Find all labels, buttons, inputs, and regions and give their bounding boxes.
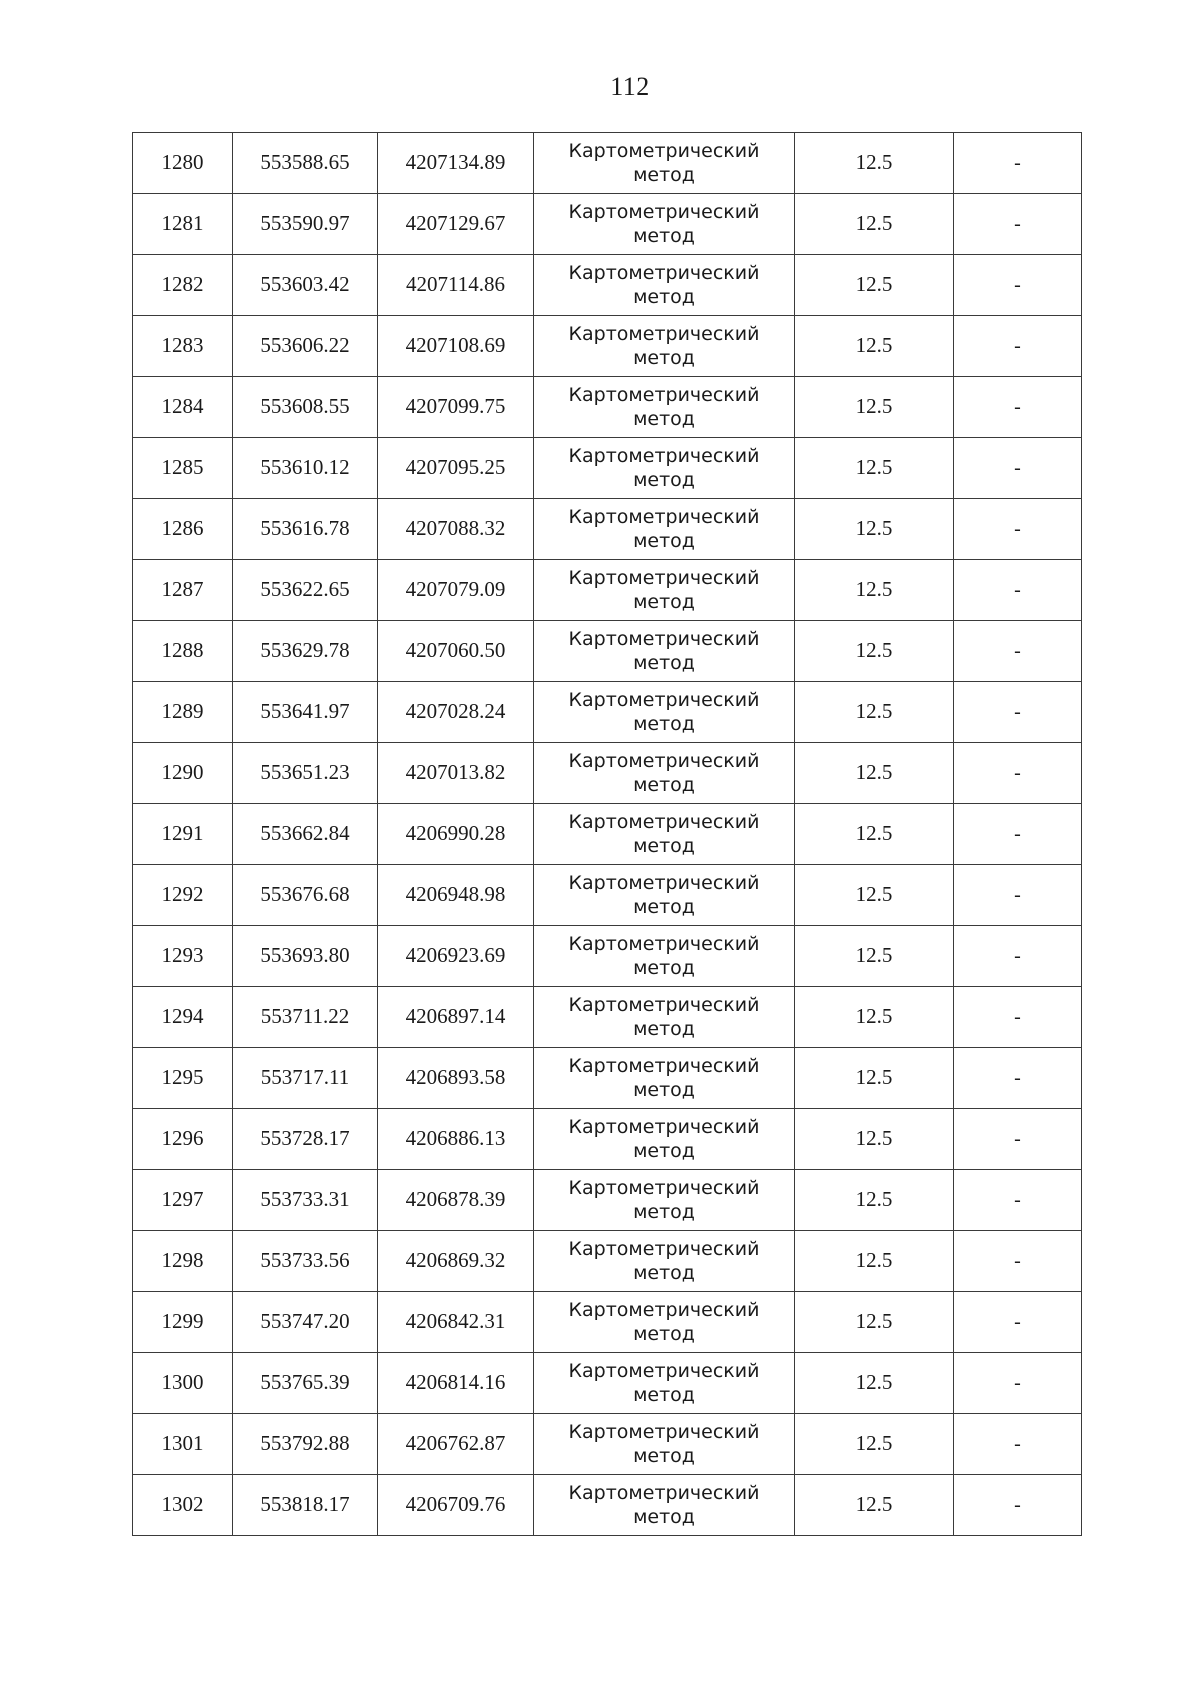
table-row [133,438,1082,499]
note-cell: - [954,1048,1082,1109]
method-line-2: метод [633,1262,695,1284]
note-cell: - [954,743,1082,804]
table-row [133,865,1082,926]
note-cell: - [954,438,1082,499]
point-number-cell: 1294 [133,987,233,1048]
x-coordinate-cell: 553693.80 [233,926,378,987]
point-number-cell: 1280 [133,133,233,194]
method-line-1: Картометрический [568,1176,760,1199]
y-coordinate-cell: 4207060.50 [378,621,534,682]
method-cell [534,1292,795,1353]
accuracy-cell: 12.5 [795,377,954,438]
method-line-2: метод [633,1140,695,1162]
y-coordinate-cell: 4206990.28 [378,804,534,865]
accuracy-cell: 12.5 [795,1231,954,1292]
method-line-1: Картометрический [568,688,760,711]
method-cell [534,926,795,987]
y-coordinate-cell: 4207108.69 [378,316,534,377]
point-number-cell: 1288 [133,621,233,682]
y-coordinate-cell: 4206923.69 [378,926,534,987]
method-line-2: метод [633,408,695,430]
note-cell: - [954,560,1082,621]
point-number-cell: 1299 [133,1292,233,1353]
accuracy-cell: 12.5 [795,865,954,926]
accuracy-cell: 12.5 [795,133,954,194]
x-coordinate-cell: 553711.22 [233,987,378,1048]
y-coordinate-cell: 4206709.76 [378,1475,534,1536]
note-cell: - [954,316,1082,377]
y-coordinate-cell: 4207114.86 [378,255,534,316]
table-row [133,1231,1082,1292]
page-number: 112 [610,72,650,101]
method-line-2: метод [633,286,695,308]
note-cell: - [954,499,1082,560]
method-line-2: метод [633,164,695,186]
table-row [133,621,1082,682]
method-cell [534,865,795,926]
method-line-2: метод [633,713,695,735]
x-coordinate-cell: 553733.31 [233,1170,378,1231]
table-row [133,682,1082,743]
table-row [133,743,1082,804]
method-cell [534,1109,795,1170]
x-coordinate-cell: 553728.17 [233,1109,378,1170]
method-line-2: метод [633,469,695,491]
accuracy-cell: 12.5 [795,926,954,987]
table-row [133,316,1082,377]
method-line-2: метод [633,1323,695,1345]
method-line-1: Картометрический [568,200,760,223]
method-line-1: Картометрический [568,932,760,955]
table-row [133,1414,1082,1475]
method-cell [534,499,795,560]
point-number-cell: 1291 [133,804,233,865]
x-coordinate-cell: 553733.56 [233,1231,378,1292]
y-coordinate-cell: 4207028.24 [378,682,534,743]
point-number-cell: 1302 [133,1475,233,1536]
method-line-2: метод [633,1384,695,1406]
point-number-cell: 1300 [133,1353,233,1414]
method-line-2: метод [633,1506,695,1528]
point-number-cell: 1283 [133,316,233,377]
point-number-cell: 1298 [133,1231,233,1292]
method-cell [534,316,795,377]
accuracy-cell: 12.5 [795,255,954,316]
table-row [133,987,1082,1048]
x-coordinate-cell: 553590.97 [233,194,378,255]
note-cell: - [954,682,1082,743]
y-coordinate-cell: 4206842.31 [378,1292,534,1353]
y-coordinate-cell: 4207134.89 [378,133,534,194]
method-line-1: Картометрический [568,1054,760,1077]
accuracy-cell: 12.5 [795,804,954,865]
point-number-cell: 1289 [133,682,233,743]
point-number-cell: 1293 [133,926,233,987]
method-line-2: метод [633,896,695,918]
note-cell: - [954,255,1082,316]
point-number-cell: 1297 [133,1170,233,1231]
method-cell [534,621,795,682]
method-line-2: метод [633,1445,695,1467]
point-number-cell: 1281 [133,194,233,255]
method-cell [534,743,795,804]
method-line-2: метод [633,774,695,796]
method-line-1: Картометрический [568,139,760,162]
x-coordinate-cell: 553610.12 [233,438,378,499]
method-line-2: метод [633,957,695,979]
method-line-1: Картометрический [568,871,760,894]
note-cell: - [954,926,1082,987]
note-cell: - [954,1109,1082,1170]
point-number-cell: 1285 [133,438,233,499]
method-line-1: Картометрический [568,627,760,650]
coordinates-table [132,132,1082,1536]
point-number-cell: 1290 [133,743,233,804]
accuracy-cell: 12.5 [795,1048,954,1109]
accuracy-cell: 12.5 [795,1353,954,1414]
method-line-1: Картометрический [568,1420,760,1443]
note-cell: - [954,1353,1082,1414]
point-number-cell: 1301 [133,1414,233,1475]
note-cell: - [954,621,1082,682]
note-cell: - [954,377,1082,438]
method-line-1: Картометрический [568,1481,760,1504]
method-line-1: Картометрический [568,1298,760,1321]
method-line-1: Картометрический [568,566,760,589]
method-cell [534,255,795,316]
method-line-1: Картометрический [568,322,760,345]
method-line-1: Картометрический [568,1115,760,1138]
method-line-1: Картометрический [568,993,760,1016]
table-row [133,499,1082,560]
accuracy-cell: 12.5 [795,316,954,377]
y-coordinate-cell: 4207095.25 [378,438,534,499]
y-coordinate-cell: 4206762.87 [378,1414,534,1475]
table-row [133,804,1082,865]
x-coordinate-cell: 553641.97 [233,682,378,743]
table-row [133,1292,1082,1353]
accuracy-cell: 12.5 [795,438,954,499]
point-number-cell: 1282 [133,255,233,316]
note-cell: - [954,1170,1082,1231]
y-coordinate-cell: 4206897.14 [378,987,534,1048]
x-coordinate-cell: 553717.11 [233,1048,378,1109]
accuracy-cell: 12.5 [795,1475,954,1536]
method-line-2: метод [633,1201,695,1223]
table-row [133,560,1082,621]
method-cell [534,682,795,743]
point-number-cell: 1296 [133,1109,233,1170]
x-coordinate-cell: 553676.68 [233,865,378,926]
y-coordinate-cell: 4206893.58 [378,1048,534,1109]
method-line-2: метод [633,225,695,247]
table-row [133,1353,1082,1414]
table-row [133,194,1082,255]
method-cell [534,1048,795,1109]
y-coordinate-cell: 4206886.13 [378,1109,534,1170]
note-cell: - [954,194,1082,255]
x-coordinate-cell: 553818.17 [233,1475,378,1536]
point-number-cell: 1286 [133,499,233,560]
note-cell: - [954,1414,1082,1475]
method-line-2: метод [633,835,695,857]
method-line-2: метод [633,652,695,674]
accuracy-cell: 12.5 [795,1170,954,1231]
point-number-cell: 1287 [133,560,233,621]
table-row [133,1475,1082,1536]
method-cell [534,133,795,194]
accuracy-cell: 12.5 [795,1109,954,1170]
method-line-1: Картометрический [568,1359,760,1382]
method-cell [534,377,795,438]
accuracy-cell: 12.5 [795,560,954,621]
method-cell [534,987,795,1048]
method-line-2: метод [633,1079,695,1101]
accuracy-cell: 12.5 [795,1414,954,1475]
method-line-2: метод [633,591,695,613]
y-coordinate-cell: 4206869.32 [378,1231,534,1292]
method-line-1: Картометрический [568,383,760,406]
accuracy-cell: 12.5 [795,743,954,804]
method-line-1: Картометрический [568,1237,760,1260]
accuracy-cell: 12.5 [795,1292,954,1353]
y-coordinate-cell: 4206878.39 [378,1170,534,1231]
x-coordinate-cell: 553651.23 [233,743,378,804]
method-line-2: метод [633,347,695,369]
x-coordinate-cell: 553588.65 [233,133,378,194]
y-coordinate-cell: 4207129.67 [378,194,534,255]
method-line-2: метод [633,530,695,552]
table-row [133,377,1082,438]
method-line-1: Картометрический [568,810,760,833]
x-coordinate-cell: 553662.84 [233,804,378,865]
x-coordinate-cell: 553792.88 [233,1414,378,1475]
x-coordinate-cell: 553622.65 [233,560,378,621]
x-coordinate-cell: 553616.78 [233,499,378,560]
y-coordinate-cell: 4207079.09 [378,560,534,621]
method-line-2: метод [633,1018,695,1040]
method-cell [534,1170,795,1231]
point-number-cell: 1284 [133,377,233,438]
note-cell: - [954,1292,1082,1353]
coordinates-table-body [133,133,1082,1536]
method-line-1: Картометрический [568,749,760,772]
x-coordinate-cell: 553608.55 [233,377,378,438]
point-number-cell: 1295 [133,1048,233,1109]
y-coordinate-cell: 4207099.75 [378,377,534,438]
method-cell [534,1231,795,1292]
method-line-1: Картометрический [568,505,760,528]
method-line-1: Картометрический [568,261,760,284]
method-cell [534,804,795,865]
method-cell [534,194,795,255]
y-coordinate-cell: 4207013.82 [378,743,534,804]
y-coordinate-cell: 4207088.32 [378,499,534,560]
x-coordinate-cell: 553629.78 [233,621,378,682]
method-cell [534,560,795,621]
accuracy-cell: 12.5 [795,499,954,560]
accuracy-cell: 12.5 [795,194,954,255]
table-row [133,255,1082,316]
note-cell: - [954,1231,1082,1292]
note-cell: - [954,133,1082,194]
note-cell: - [954,1475,1082,1536]
note-cell: - [954,804,1082,865]
x-coordinate-cell: 553747.20 [233,1292,378,1353]
point-number-cell: 1292 [133,865,233,926]
method-cell [534,1353,795,1414]
table-row [133,1048,1082,1109]
method-cell [534,1414,795,1475]
y-coordinate-cell: 4206948.98 [378,865,534,926]
table-row [133,1109,1082,1170]
x-coordinate-cell: 553603.42 [233,255,378,316]
accuracy-cell: 12.5 [795,987,954,1048]
y-coordinate-cell: 4206814.16 [378,1353,534,1414]
note-cell: - [954,987,1082,1048]
note-cell: - [954,865,1082,926]
accuracy-cell: 12.5 [795,682,954,743]
x-coordinate-cell: 553606.22 [233,316,378,377]
accuracy-cell: 12.5 [795,621,954,682]
method-cell [534,438,795,499]
method-cell [534,1475,795,1536]
x-coordinate-cell: 553765.39 [233,1353,378,1414]
method-line-1: Картометрический [568,444,760,467]
table-row [133,133,1082,194]
table-row [133,1170,1082,1231]
table-row [133,926,1082,987]
